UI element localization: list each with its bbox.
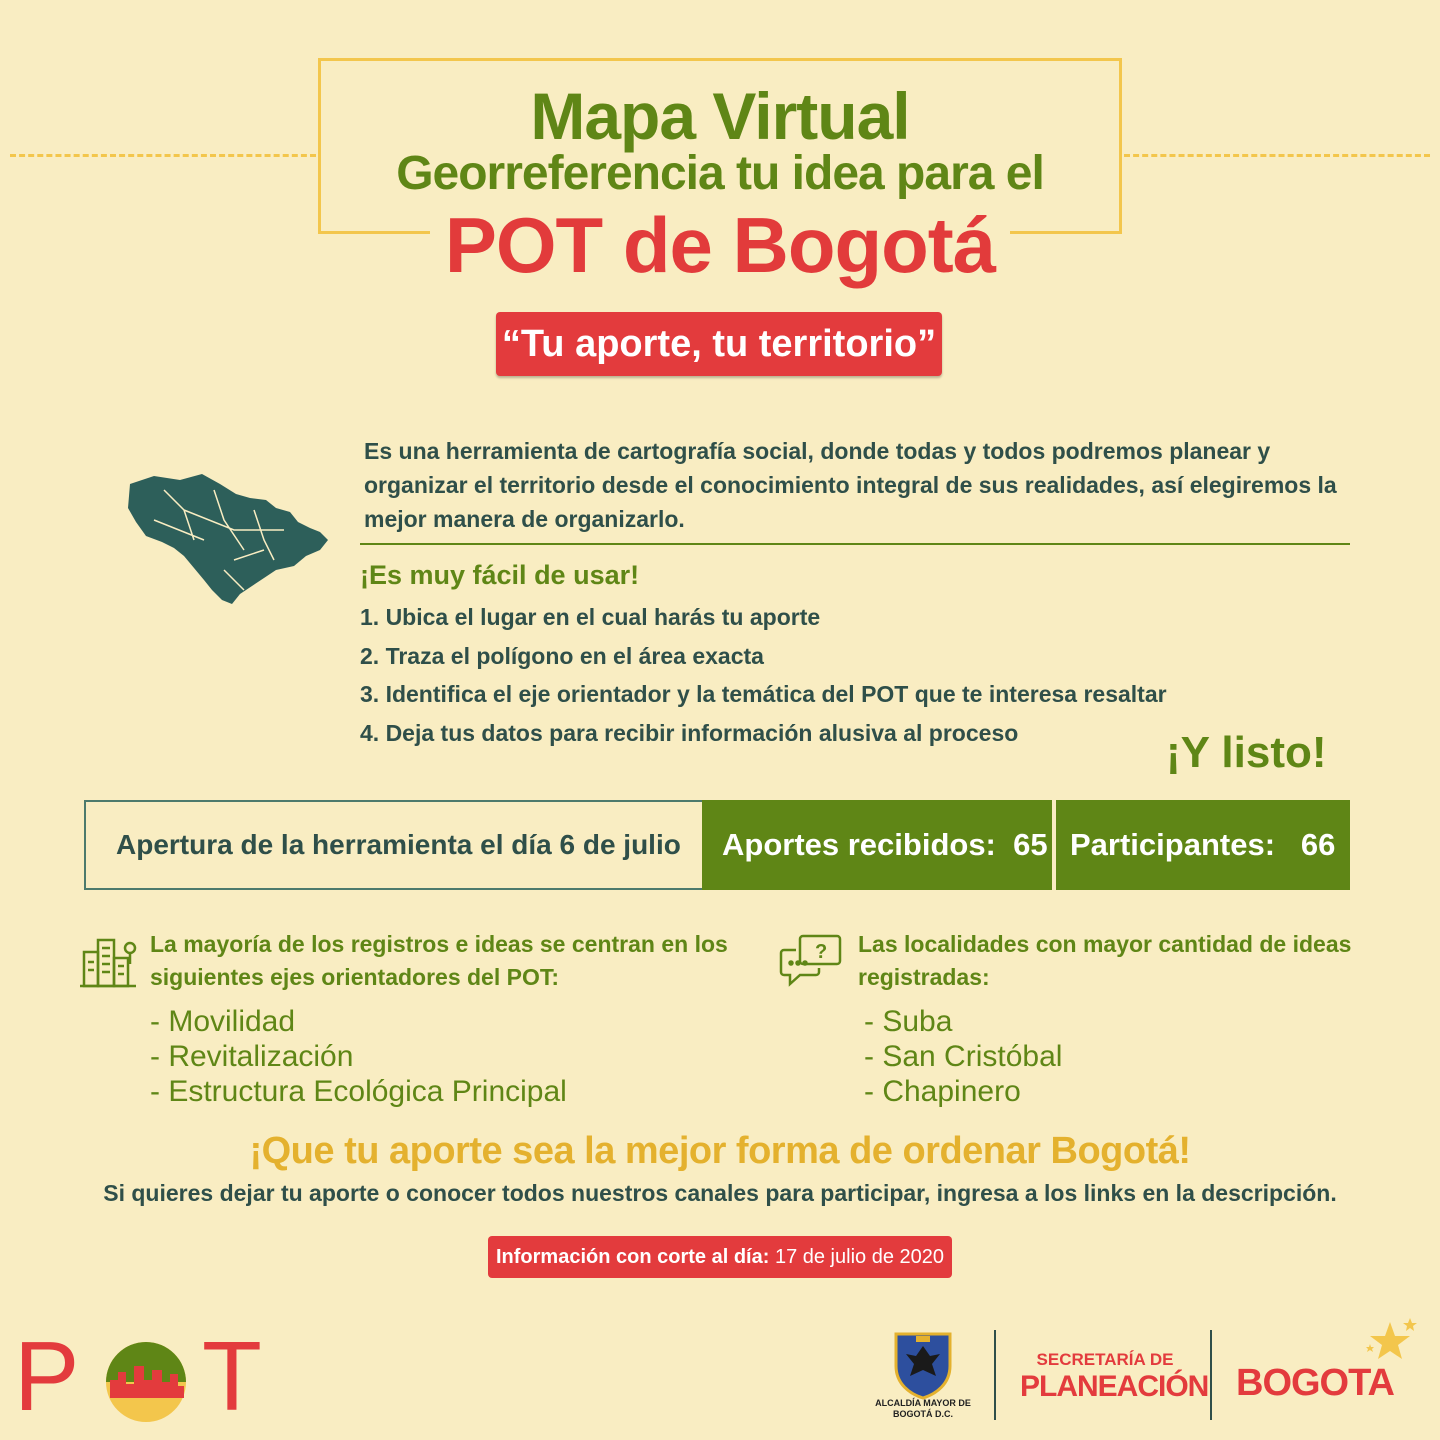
title-line1: Mapa Virtual [530, 79, 910, 153]
footer-separator [994, 1330, 996, 1420]
pot-logo-circle-icon [96, 1336, 200, 1424]
footer-separator [1210, 1330, 1212, 1420]
title-line3: POT de Bogotá [444, 201, 996, 289]
axis-item: - Estructura Ecológica Principal [150, 1075, 567, 1108]
done-text: ¡Y listo! [1166, 728, 1327, 777]
cutoff-badge [488, 1236, 952, 1278]
secretaria-line1: SECRETARÍA DE [1036, 1350, 1174, 1369]
pot-logo [14, 1320, 274, 1430]
locality-item: - San Cristóbal [864, 1040, 1063, 1073]
axis-item: - Revitalización [150, 1040, 354, 1073]
chat-question-icon [778, 932, 844, 990]
axes-list [150, 1004, 567, 1109]
opening-box: Apertura de la herramienta el día 6 de julio [84, 800, 704, 890]
star-icon [1362, 1316, 1418, 1364]
divider [360, 543, 1350, 545]
localities-list [864, 1004, 1062, 1109]
steps-list [360, 598, 1167, 752]
cutoff-date: 17 de julio de 2020 [774, 1246, 944, 1268]
axis-item: - Movilidad [150, 1005, 296, 1038]
locality-item: - Suba [864, 1005, 953, 1038]
alcaldia-label: ALCALDÍA MAYOR DE BOGOTÁ D.C. [875, 1398, 971, 1419]
pot-logo-left: P [14, 1321, 80, 1431]
shield-icon [892, 1330, 954, 1400]
slogan-badge: “Tu aporte, tu territorio” [496, 312, 942, 376]
buildings-icon [78, 934, 138, 990]
bogota-map-icon [124, 470, 330, 610]
cta-headline: ¡Que tu aporte sea la mejor forma de ordenar Bogotá! [249, 1130, 1191, 1172]
axes-heading: La mayoría de los registros e ideas se centran en los siguientes ejes orientadores del POT: [150, 931, 728, 990]
contributions-box: Aportes recibidos: 65 [702, 800, 1052, 890]
participants-box: Participantes: 66 [1056, 800, 1350, 890]
secretaria-line2: PLANEACIÓN [1020, 1370, 1209, 1403]
step-item: 3. Identifica el eje orientador y la temática del POT que te interesa resaltar [360, 681, 1167, 707]
step-item: 4. Deja tus datos para recibir información alusiva al proceso [360, 719, 1019, 746]
svg-text:?: ? [815, 941, 828, 963]
cta-subtext: Si quieres dejar tu aporte o conocer todos nuestros canales para participar, ingresa a los links en la descripción. [103, 1180, 1337, 1206]
title-line2: Georreferencia tu idea para el [396, 147, 1044, 200]
pot-logo-right: T [202, 1321, 262, 1431]
step-item: 2. Traza el polígono en el área exacta [360, 642, 764, 669]
localities-heading: Las localidades con mayor cantidad de ideas registradas: [858, 931, 1352, 990]
cutoff-label: Información con corte al día: [496, 1246, 770, 1268]
bogota-logo: BOGOTA [1236, 1362, 1394, 1404]
howto-heading: ¡Es muy fácil de usar! [360, 560, 640, 590]
intro-text: Es una herramienta de cartografía social, donde todas y todos podremos planear y organizar el territorio desde el conocimiento integral de sus realidades, así elegiremos la mejor manera de organizarlo. [364, 438, 1337, 532]
locality-item: - Chapinero [864, 1075, 1021, 1108]
step-item: 1. Ubica el lugar en el cual harás tu aporte [360, 604, 821, 630]
